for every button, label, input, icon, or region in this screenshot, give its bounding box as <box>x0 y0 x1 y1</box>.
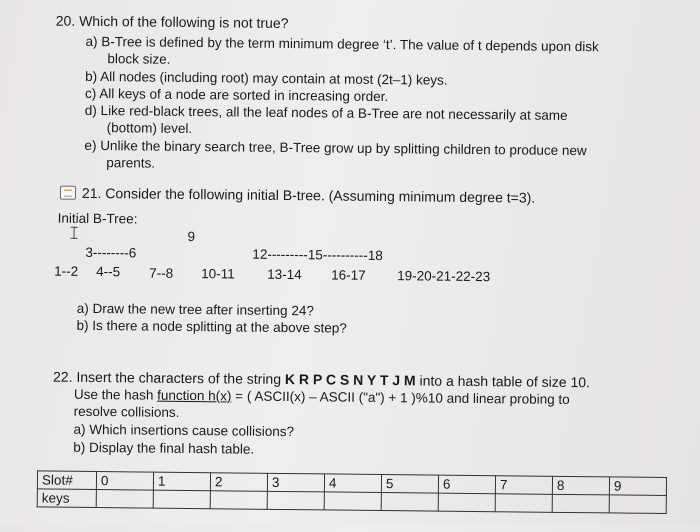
hash-table <box>37 470 667 514</box>
q22-line3: resolve collisions. <box>73 403 180 420</box>
q22-part-b: b) Display the final hash table. <box>73 439 255 457</box>
key-cell <box>210 491 267 510</box>
slot-cell: 3 <box>267 473 324 492</box>
q21-part-b: b) Is there a node splitting at the above step? <box>76 317 347 336</box>
keys-header: keys <box>37 489 96 508</box>
slot-cell: 2 <box>210 473 267 492</box>
q20-option-a-line2: block size. <box>107 51 171 67</box>
q20-option-e-line1: e) Unlike the binary search tree, B-Tree grow up by splitting children to produce new <box>84 137 587 159</box>
slot-cell: 7 <box>495 476 552 495</box>
slot-cell: 9 <box>609 477 666 496</box>
slot-cell: 0 <box>96 472 153 491</box>
q20-option-d-line2: (bottom) level. <box>106 120 193 137</box>
btree-leaf: 7--8 <box>149 265 174 281</box>
q20-title: 20. Which of the following is not true? <box>55 12 289 32</box>
q20-option-a-line1: a) B-Tree is defined by the term minimum degree ‘t’. The value of t depends upon disk <box>85 33 599 55</box>
slot-cell: 8 <box>552 476 609 495</box>
btree-left-internal: 3--------6 <box>85 244 137 261</box>
key-cell <box>381 493 438 512</box>
key-cell <box>153 490 210 509</box>
slot-cell: 4 <box>324 474 381 493</box>
text-cursor-icon <box>74 227 75 239</box>
slot-header: Slot# <box>37 471 96 490</box>
slot-cell: 6 <box>438 475 495 494</box>
q21-title: 21. Consider the following initial B-tree. (Assuming minimum degree t=3). <box>81 184 536 206</box>
key-cell <box>324 492 381 511</box>
q22-line1-pre: 22. Insert the characters of the string <box>52 368 286 388</box>
q22-string: K R P C S N Y T J M <box>284 371 416 389</box>
q22-part-a: a) Which insertions cause collisions? <box>73 421 295 440</box>
key-cell <box>552 494 609 513</box>
q22-hash-function: function h(x) <box>157 387 232 404</box>
q21-part-a: a) Draw the new tree after inserting 24? <box>76 300 314 319</box>
btree-right-internal: 12---------15----------18 <box>252 246 383 264</box>
btree-leaf: 19-20-21-22-23 <box>397 268 491 285</box>
slot-cell: 5 <box>381 475 438 494</box>
btree-leaf: 13-14 <box>267 266 302 283</box>
key-cell <box>609 495 666 514</box>
key-cell <box>495 494 552 513</box>
btree-leaf: 1--2 <box>54 263 79 279</box>
btree-leaf: 16-17 <box>331 267 366 283</box>
q20-option-c: c) All keys of a node are sorted in increasing order. <box>84 85 389 105</box>
slot-cell: 1 <box>153 472 210 491</box>
q21-initial-label: Initial B-Tree: <box>57 210 138 227</box>
key-cell <box>438 493 495 512</box>
q22-line2-pre: Use the hash <box>73 386 158 403</box>
document-icon <box>60 186 76 200</box>
q20-option-e-line2: parents. <box>106 155 156 171</box>
q20-option-d-line1: d) Like red-black trees, all the leaf nodes of a B-Tree are not necessarily at same <box>84 102 568 123</box>
q20-option-b: b) All nodes (including root) may contain at most (2t–1) keys. <box>85 68 448 88</box>
btree-leaf: 4--5 <box>96 264 121 280</box>
btree-leaf: 10-11 <box>201 266 235 282</box>
key-cell <box>96 490 153 509</box>
q22-line2-post: = ( ASCII(x) – ASCII ("a") + 1 )%10 and linear probing to <box>231 388 570 407</box>
q22-line1-post: into a hash table of size 10. <box>415 372 591 391</box>
key-cell <box>267 491 324 510</box>
btree-root: 9 <box>187 228 196 245</box>
